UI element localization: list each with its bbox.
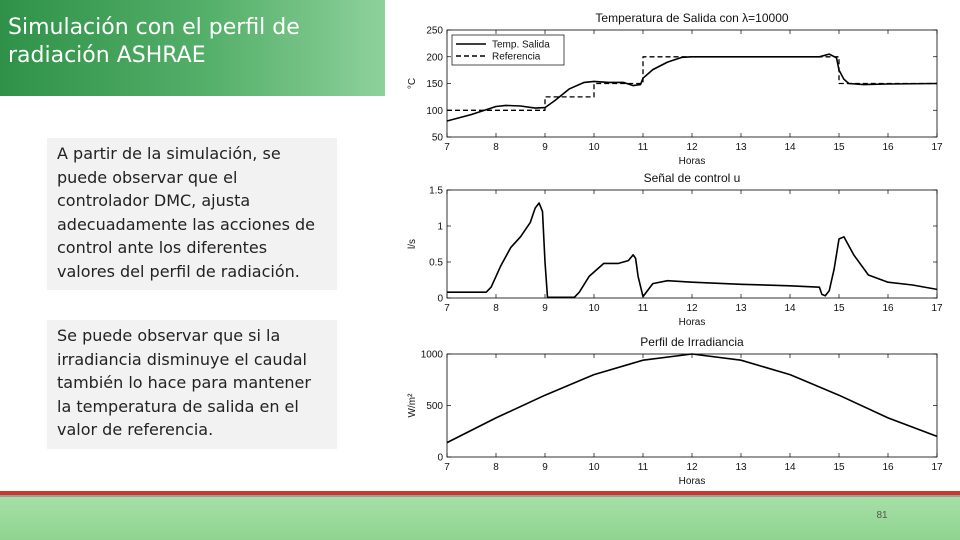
x-tick-label: 14	[784, 142, 796, 153]
y-axis-label-1: l/s	[407, 239, 418, 249]
x-tick-label: 16	[882, 462, 894, 473]
x-tick-label: 8	[493, 303, 499, 314]
y-tick-label: 1.5	[429, 185, 443, 197]
y-tick-label: 50	[431, 132, 443, 144]
y-tick-label: 0.5	[429, 257, 443, 269]
x-tick-label: 16	[882, 142, 894, 153]
x-tick-label: 10	[588, 462, 600, 473]
y-tick-label: 150	[426, 79, 443, 90]
chart-title-2: Perfil de Irradiancia	[640, 335, 744, 349]
x-axis-label-0: Horas	[678, 156, 706, 167]
x-tick-label: 12	[686, 462, 698, 473]
y-axis-label-0: °C	[407, 77, 418, 90]
x-tick-label: 12	[686, 142, 698, 153]
text-box-irradiance: Se puede observar que si la irradiancia disminuye el caudal también lo hace para mantener la temperatura de salida en el valor de referencia.	[47, 320, 337, 449]
x-axis-label-2: Horas	[678, 476, 706, 487]
x-tick-label: 17	[931, 142, 943, 153]
x-tick-label: 10	[588, 303, 600, 314]
legend-label-1: Referencia	[492, 51, 541, 63]
page-number: 81	[876, 510, 888, 521]
y-tick-label: 1	[437, 221, 443, 233]
y-tick-label: 100	[426, 105, 443, 117]
legend-label-0: Temp. Salida	[492, 39, 550, 51]
x-tick-label: 12	[686, 303, 698, 314]
x-axis-label-1: Horas	[678, 317, 706, 328]
x-tick-label: 11	[637, 462, 649, 473]
y-tick-label: 200	[426, 52, 443, 64]
x-tick-label: 9	[542, 462, 548, 473]
x-tick-label: 13	[735, 462, 747, 473]
x-tick-label: 10	[588, 142, 600, 153]
axes-frame-2	[447, 354, 937, 457]
x-tick-label: 9	[542, 142, 548, 153]
y-tick-label: 0	[437, 293, 443, 305]
y-tick-label: 250	[426, 25, 443, 37]
x-tick-label: 8	[493, 142, 499, 153]
y-axis-label-2: W/m²	[407, 393, 418, 418]
chart-title-1: Señal de control u	[643, 171, 741, 185]
x-tick-label: 15	[833, 303, 845, 314]
y-tick-label: 500	[426, 401, 443, 412]
x-tick-label: 11	[637, 142, 649, 153]
x-tick-label: 17	[931, 303, 943, 314]
x-tick-label: 7	[444, 142, 450, 153]
x-tick-label: 15	[833, 142, 845, 153]
x-tick-label: 14	[784, 462, 796, 473]
x-tick-label: 13	[735, 142, 747, 153]
y-tick-label: 0	[437, 452, 443, 464]
chart-title-0: Temperatura de Salida con λ=10000	[595, 11, 789, 25]
x-tick-label: 8	[493, 462, 499, 473]
x-tick-label: 13	[735, 303, 747, 314]
x-tick-label: 11	[637, 303, 649, 314]
x-tick-label: 17	[931, 462, 943, 473]
x-tick-label: 7	[444, 303, 450, 314]
x-tick-label: 16	[882, 303, 894, 314]
x-tick-label: 14	[784, 303, 796, 314]
x-tick-label: 7	[444, 462, 450, 473]
x-tick-label: 15	[833, 462, 845, 473]
y-tick-label: 1000	[420, 349, 443, 361]
text-box-simulation: A partir de la simulación, se puede observar que el controlador DMC, ajusta adecuadamente las acciones de control ante los diferentes valores del perfil de radiación.	[47, 138, 337, 290]
footer-bar	[0, 497, 960, 540]
x-tick-label: 9	[542, 303, 548, 314]
slide-title: Simulación con el perfil de radiación ASHRAE	[8, 15, 300, 68]
